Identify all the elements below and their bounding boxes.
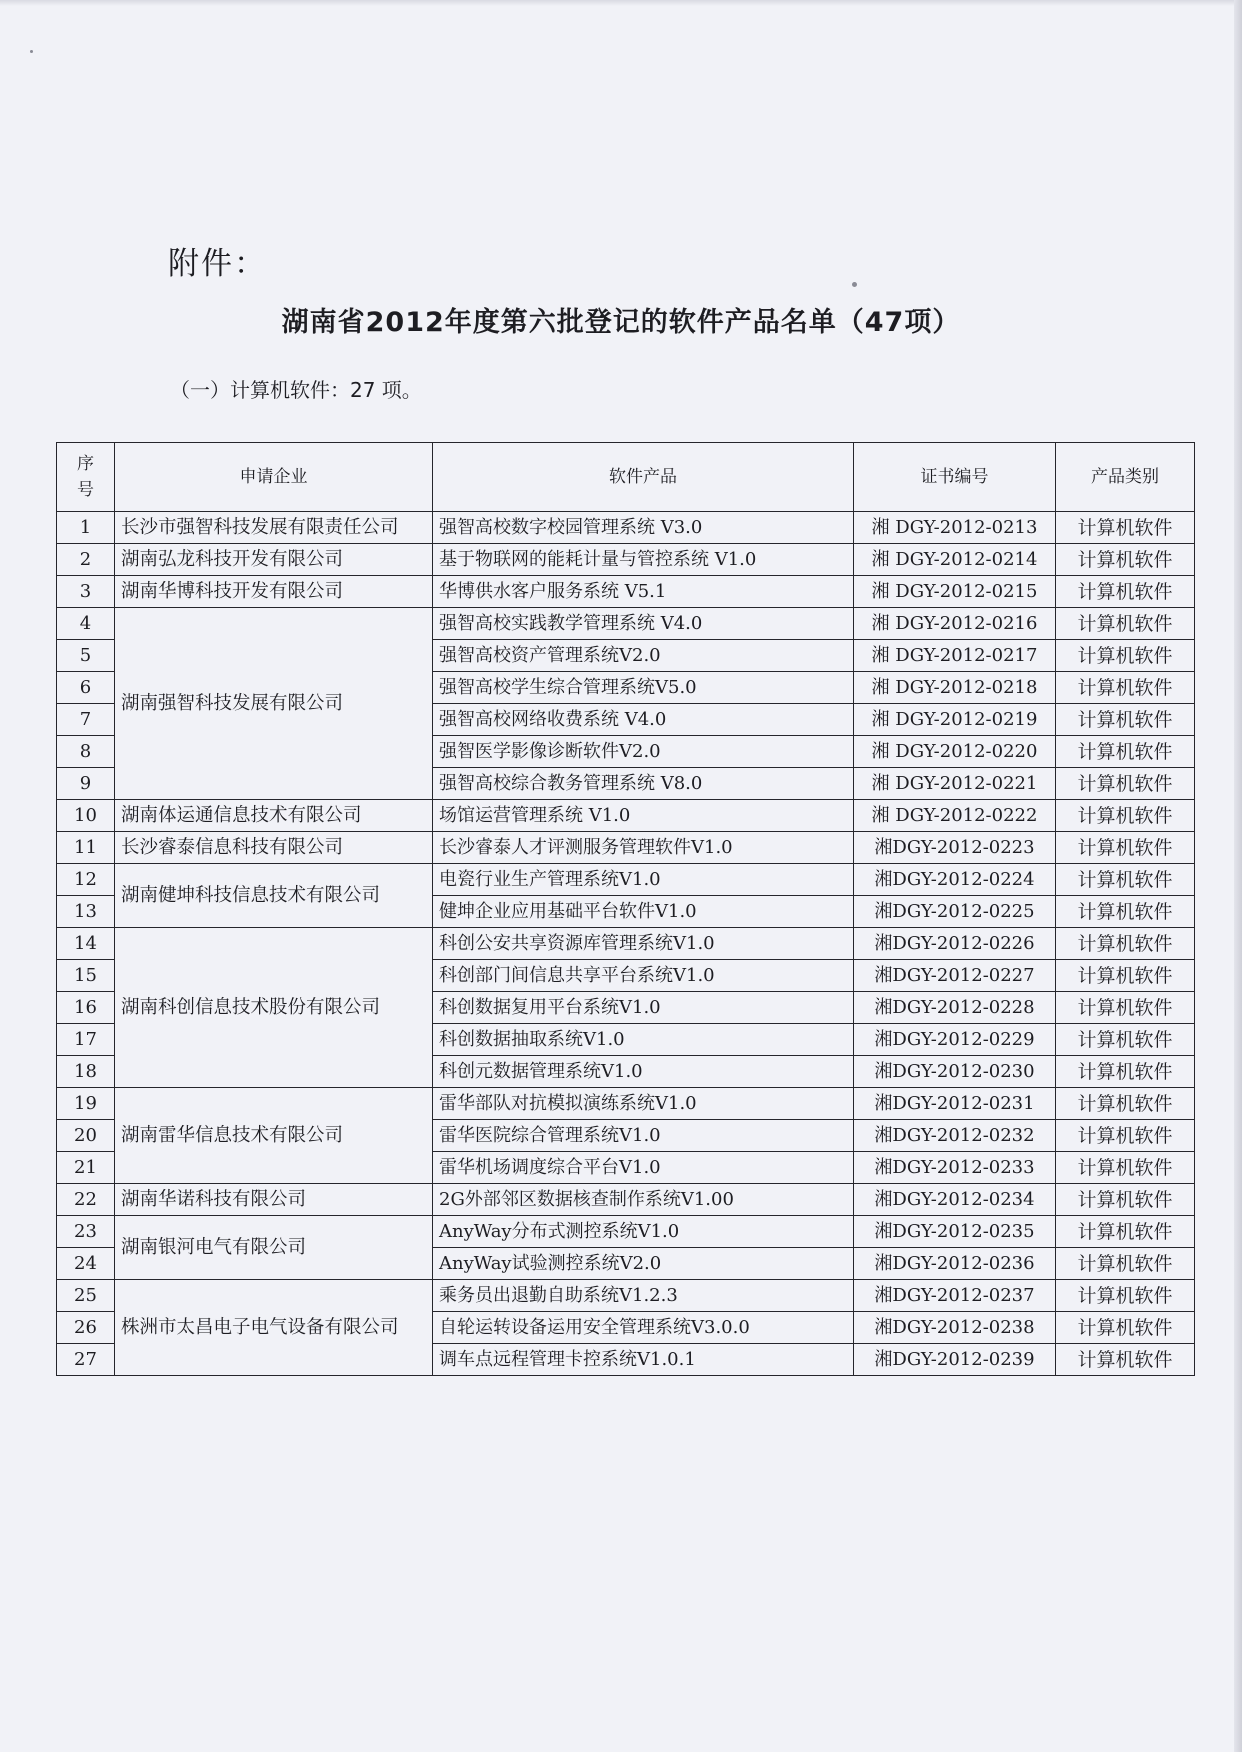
row-cert: 湘DGY-2012-0236 xyxy=(854,1248,1056,1280)
row-product: 强智高校学生综合管理系统V5.0 xyxy=(433,672,854,704)
row-cert: 湘DGY-2012-0234 xyxy=(854,1184,1056,1216)
row-product: 科创元数据管理系统V1.0 xyxy=(433,1056,854,1088)
row-seq: 10 xyxy=(57,800,115,832)
row-category: 计算机软件 xyxy=(1056,832,1195,864)
row-product: 雷华部队对抗模拟演练系统V1.0 xyxy=(433,1088,854,1120)
row-seq: 26 xyxy=(57,1312,115,1344)
row-product: 乘务员出退勤自助系统V1.2.3 xyxy=(433,1280,854,1312)
table-row xyxy=(57,832,1195,864)
row-cert: 湘DGY-2012-0238 xyxy=(854,1312,1056,1344)
row-product: AnyWay分布式测控系统V1.0 xyxy=(433,1216,854,1248)
row-category: 计算机软件 xyxy=(1056,1024,1195,1056)
row-cert: 湘 DGY-2012-0214 xyxy=(854,544,1056,576)
row-seq: 12 xyxy=(57,864,115,896)
header-product: 软件产品 xyxy=(433,443,854,512)
row-company: 湖南强智科技发展有限公司 xyxy=(115,608,433,800)
header-seq-label: 序号 xyxy=(77,454,94,500)
row-category: 计算机软件 xyxy=(1056,1152,1195,1184)
row-product: AnyWay试验测控系统V2.0 xyxy=(433,1248,854,1280)
row-product: 强智高校资产管理系统V2.0 xyxy=(433,640,854,672)
row-cert: 湘 DGY-2012-0213 xyxy=(854,512,1056,544)
row-category: 计算机软件 xyxy=(1056,1312,1195,1344)
header-company: 申请企业 xyxy=(115,443,433,512)
row-product: 电瓷行业生产管理系统V1.0 xyxy=(433,864,854,896)
table-row xyxy=(57,1184,1195,1216)
row-seq: 11 xyxy=(57,832,115,864)
row-category: 计算机软件 xyxy=(1056,576,1195,608)
table-header-row xyxy=(57,443,1195,512)
row-seq: 5 xyxy=(57,640,115,672)
row-company: 湖南体运通信息技术有限公司 xyxy=(115,800,433,832)
row-category: 计算机软件 xyxy=(1056,992,1195,1024)
row-category: 计算机软件 xyxy=(1056,864,1195,896)
row-cert: 湘 DGY-2012-0220 xyxy=(854,736,1056,768)
row-product: 强智高校数字校园管理系统 V3.0 xyxy=(433,512,854,544)
row-seq: 22 xyxy=(57,1184,115,1216)
row-company: 湖南健坤科技信息技术有限公司 xyxy=(115,864,433,928)
row-cert: 湘DGY-2012-0225 xyxy=(854,896,1056,928)
row-product: 华博供水客户服务系统 V5.1 xyxy=(433,576,854,608)
row-cert: 湘DGY-2012-0235 xyxy=(854,1216,1056,1248)
row-seq: 9 xyxy=(57,768,115,800)
row-category: 计算机软件 xyxy=(1056,672,1195,704)
row-category: 计算机软件 xyxy=(1056,1216,1195,1248)
row-category: 计算机软件 xyxy=(1056,768,1195,800)
row-seq: 2 xyxy=(57,544,115,576)
row-category: 计算机软件 xyxy=(1056,1248,1195,1280)
table-row xyxy=(57,1088,1195,1120)
row-seq: 4 xyxy=(57,608,115,640)
row-cert: 湘DGY-2012-0223 xyxy=(854,832,1056,864)
row-product: 科创部门间信息共享平台系统V1.0 xyxy=(433,960,854,992)
row-company: 长沙市强智科技发展有限责任公司 xyxy=(115,512,433,544)
table-row xyxy=(57,1280,1195,1312)
row-cert: 湘DGY-2012-0227 xyxy=(854,960,1056,992)
row-product: 强智高校实践教学管理系统 V4.0 xyxy=(433,608,854,640)
row-cert: 湘DGY-2012-0226 xyxy=(854,928,1056,960)
row-category: 计算机软件 xyxy=(1056,1344,1195,1376)
table-row xyxy=(57,544,1195,576)
header-category: 产品类别 xyxy=(1056,443,1195,512)
row-seq: 15 xyxy=(57,960,115,992)
row-product: 科创数据抽取系统V1.0 xyxy=(433,1024,854,1056)
row-category: 计算机软件 xyxy=(1056,1088,1195,1120)
row-seq: 16 xyxy=(57,992,115,1024)
row-product: 强智高校网络收费系统 V4.0 xyxy=(433,704,854,736)
row-seq: 21 xyxy=(57,1152,115,1184)
row-product: 雷华医院综合管理系统V1.0 xyxy=(433,1120,854,1152)
row-cert: 湘DGY-2012-0237 xyxy=(854,1280,1056,1312)
scan-edge-top xyxy=(0,0,1242,6)
row-cert: 湘 DGY-2012-0221 xyxy=(854,768,1056,800)
row-seq: 7 xyxy=(57,704,115,736)
row-product: 强智高校综合教务管理系统 V8.0 xyxy=(433,768,854,800)
row-product: 科创数据复用平台系统V1.0 xyxy=(433,992,854,1024)
row-cert: 湘 DGY-2012-0215 xyxy=(854,576,1056,608)
row-seq: 23 xyxy=(57,1216,115,1248)
row-cert: 湘 DGY-2012-0216 xyxy=(854,608,1056,640)
row-seq: 27 xyxy=(57,1344,115,1376)
table-row xyxy=(57,928,1195,960)
speck xyxy=(852,282,857,287)
row-cert: 湘 DGY-2012-0219 xyxy=(854,704,1056,736)
table-row xyxy=(57,864,1195,896)
table-row xyxy=(57,576,1195,608)
row-seq: 20 xyxy=(57,1120,115,1152)
scan-edge-right xyxy=(1234,0,1242,1752)
row-product: 雷华机场调度综合平台V1.0 xyxy=(433,1152,854,1184)
row-product: 2G外部邻区数据核查制作系统V1.00 xyxy=(433,1184,854,1216)
row-cert: 湘DGY-2012-0239 xyxy=(854,1344,1056,1376)
attachment-label: 附件： xyxy=(168,246,267,282)
row-seq: 19 xyxy=(57,1088,115,1120)
row-category: 计算机软件 xyxy=(1056,896,1195,928)
row-cert: 湘DGY-2012-0230 xyxy=(854,1056,1056,1088)
row-cert: 湘DGY-2012-0231 xyxy=(854,1088,1056,1120)
row-cert: 湘DGY-2012-0229 xyxy=(854,1024,1056,1056)
table-row xyxy=(57,512,1195,544)
row-category: 计算机软件 xyxy=(1056,1120,1195,1152)
row-seq: 14 xyxy=(57,928,115,960)
row-company: 株洲市太昌电子电气设备有限公司 xyxy=(115,1280,433,1376)
row-category: 计算机软件 xyxy=(1056,928,1195,960)
row-product: 健坤企业应用基础平台软件V1.0 xyxy=(433,896,854,928)
header-cert: 证书编号 xyxy=(854,443,1056,512)
table-row xyxy=(57,608,1195,640)
row-category: 计算机软件 xyxy=(1056,736,1195,768)
row-seq: 24 xyxy=(57,1248,115,1280)
row-product: 长沙睿泰人才评测服务管理软件V1.0 xyxy=(433,832,854,864)
row-seq: 25 xyxy=(57,1280,115,1312)
row-company: 湖南华博科技开发有限公司 xyxy=(115,576,433,608)
row-seq: 18 xyxy=(57,1056,115,1088)
row-cert: 湘 DGY-2012-0222 xyxy=(854,800,1056,832)
row-category: 计算机软件 xyxy=(1056,1056,1195,1088)
row-cert: 湘DGY-2012-0224 xyxy=(854,864,1056,896)
speck xyxy=(30,50,33,53)
row-product: 自轮运转设备运用安全管理系统V3.0.0 xyxy=(433,1312,854,1344)
row-cert: 湘 DGY-2012-0217 xyxy=(854,640,1056,672)
row-category: 计算机软件 xyxy=(1056,1280,1195,1312)
software-product-table xyxy=(56,442,1195,1376)
row-category: 计算机软件 xyxy=(1056,960,1195,992)
row-seq: 1 xyxy=(57,512,115,544)
row-company: 长沙睿泰信息科技有限公司 xyxy=(115,832,433,864)
section-title: （一）计算机软件：27 项。 xyxy=(170,378,422,402)
row-cert: 湘 DGY-2012-0218 xyxy=(854,672,1056,704)
row-product: 强智医学影像诊断软件V2.0 xyxy=(433,736,854,768)
row-category: 计算机软件 xyxy=(1056,608,1195,640)
row-category: 计算机软件 xyxy=(1056,1184,1195,1216)
row-product: 基于物联网的能耗计量与管控系统 V1.0 xyxy=(433,544,854,576)
row-seq: 13 xyxy=(57,896,115,928)
row-seq: 17 xyxy=(57,1024,115,1056)
row-product: 场馆运营管理系统 V1.0 xyxy=(433,800,854,832)
row-cert: 湘DGY-2012-0233 xyxy=(854,1152,1056,1184)
row-cert: 湘DGY-2012-0228 xyxy=(854,992,1056,1024)
row-seq: 8 xyxy=(57,736,115,768)
row-category: 计算机软件 xyxy=(1056,640,1195,672)
row-company: 湖南银河电气有限公司 xyxy=(115,1216,433,1280)
row-category: 计算机软件 xyxy=(1056,800,1195,832)
table-row xyxy=(57,800,1195,832)
row-company: 湖南科创信息技术股份有限公司 xyxy=(115,928,433,1088)
row-company: 湖南弘龙科技开发有限公司 xyxy=(115,544,433,576)
row-cert: 湘DGY-2012-0232 xyxy=(854,1120,1056,1152)
row-seq: 6 xyxy=(57,672,115,704)
row-category: 计算机软件 xyxy=(1056,704,1195,736)
page-title: 湖南省2012年度第六批登记的软件产品名单（47项） xyxy=(281,307,961,338)
row-seq: 3 xyxy=(57,576,115,608)
header-seq xyxy=(57,443,115,512)
row-product: 调车点远程管理卡控系统V1.0.1 xyxy=(433,1344,854,1376)
row-company: 湖南雷华信息技术有限公司 xyxy=(115,1088,433,1184)
table-row xyxy=(57,1216,1195,1248)
row-category: 计算机软件 xyxy=(1056,512,1195,544)
row-category: 计算机软件 xyxy=(1056,544,1195,576)
row-product: 科创公安共享资源库管理系统V1.0 xyxy=(433,928,854,960)
row-company: 湖南华诺科技有限公司 xyxy=(115,1184,433,1216)
